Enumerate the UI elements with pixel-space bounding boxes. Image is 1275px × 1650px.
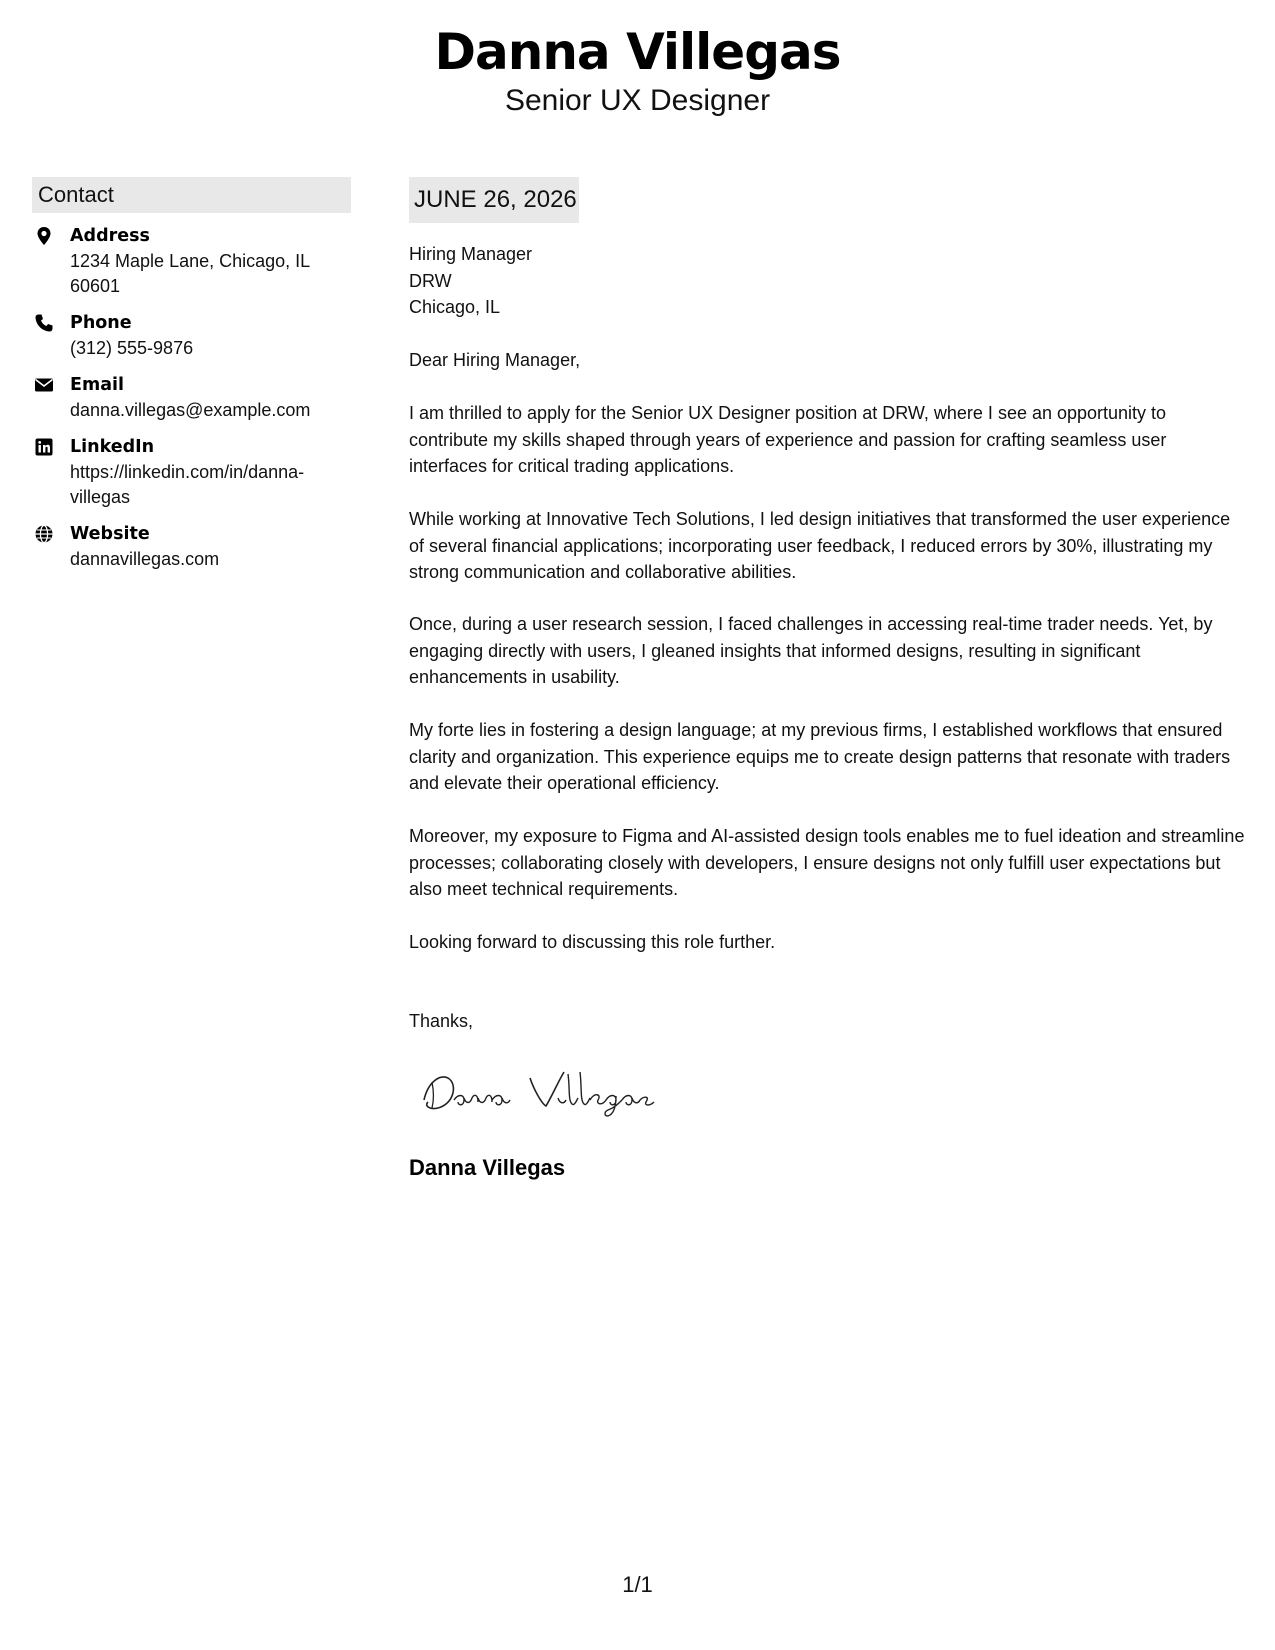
contact-label: Website xyxy=(70,524,150,544)
contact-value: danna.villegas@example.com xyxy=(70,400,311,420)
contact-section-title: Contact xyxy=(32,177,351,213)
contact-label: Phone xyxy=(70,313,132,333)
contact-link[interactable]: https://linkedin.com/in/danna-villegas xyxy=(70,462,305,507)
recipient-line: Hiring Manager xyxy=(409,244,533,264)
letter-paragraph: Looking forward to discussing this role further. xyxy=(409,932,776,952)
recipient-block xyxy=(409,241,1249,321)
contact-value: 1234 Maple Lane, Chicago, IL 60601 xyxy=(70,251,310,296)
applicant-role: Senior UX Designer xyxy=(504,84,771,117)
phone-icon xyxy=(34,313,54,333)
letter-paragraph: Once, during a user research session, I faced challenges in accessing real-time trader needs. Yet, by engaging directly with users, I gleaned insights that informed designs, resulting in significant enhancements in usability. xyxy=(409,614,1213,687)
page-number: 1/1 xyxy=(622,1572,653,1597)
letter-paragraph: Moreover, my exposure to Figma and AI-assisted design tools enables me to fuel ideation and streamline processes; collaborating closely with developers, I ensure designs not only fulfill user expectations but also meet technical requirements. xyxy=(409,826,1245,899)
contact-label: Address xyxy=(70,226,150,246)
contact-link[interactable]: dannavillegas.com xyxy=(70,549,220,569)
applicant-name: Danna Villegas xyxy=(434,23,841,81)
envelope-icon xyxy=(34,375,54,395)
salutation: Dear Hiring Manager, xyxy=(409,350,581,370)
letter-paragraph: I am thrilled to apply for the Senior UX Designer position at DRW, where I see an opportunity to contribute my skills shaped through years of experience and passion for crafting seamless user interfaces for critical trading applications. xyxy=(409,403,1167,476)
contact-label: LinkedIn xyxy=(70,437,155,457)
letter-paragraph: My forte lies in fostering a design language; at my previous firms, I established workflows that ensured clarity and organization. This experience equips me to create design patterns that resonate with traders and elevate their operational efficiency. xyxy=(409,720,1231,793)
closing: Thanks, xyxy=(409,1011,474,1031)
letter-paragraph: While working at Innovative Tech Solutions, I led design initiatives that transformed the user experience of several financial applications; incorporating user feedback, I reduced errors by 30%, illustrating my strong communication and collaborative abilities. xyxy=(409,509,1231,582)
recipient-line: Chicago, IL xyxy=(409,297,501,317)
letter-date: JUNE 26, 2026 xyxy=(409,177,579,223)
handwritten-signature xyxy=(418,1060,678,1120)
contact-label: Email xyxy=(70,375,124,395)
map-pin-icon xyxy=(34,226,54,246)
globe-icon xyxy=(34,524,54,544)
recipient-line: DRW xyxy=(409,270,452,291)
signed-name: Danna Villegas xyxy=(409,1155,566,1180)
contact-value: (312) 555-9876 xyxy=(70,338,194,358)
linkedin-icon xyxy=(34,437,54,457)
